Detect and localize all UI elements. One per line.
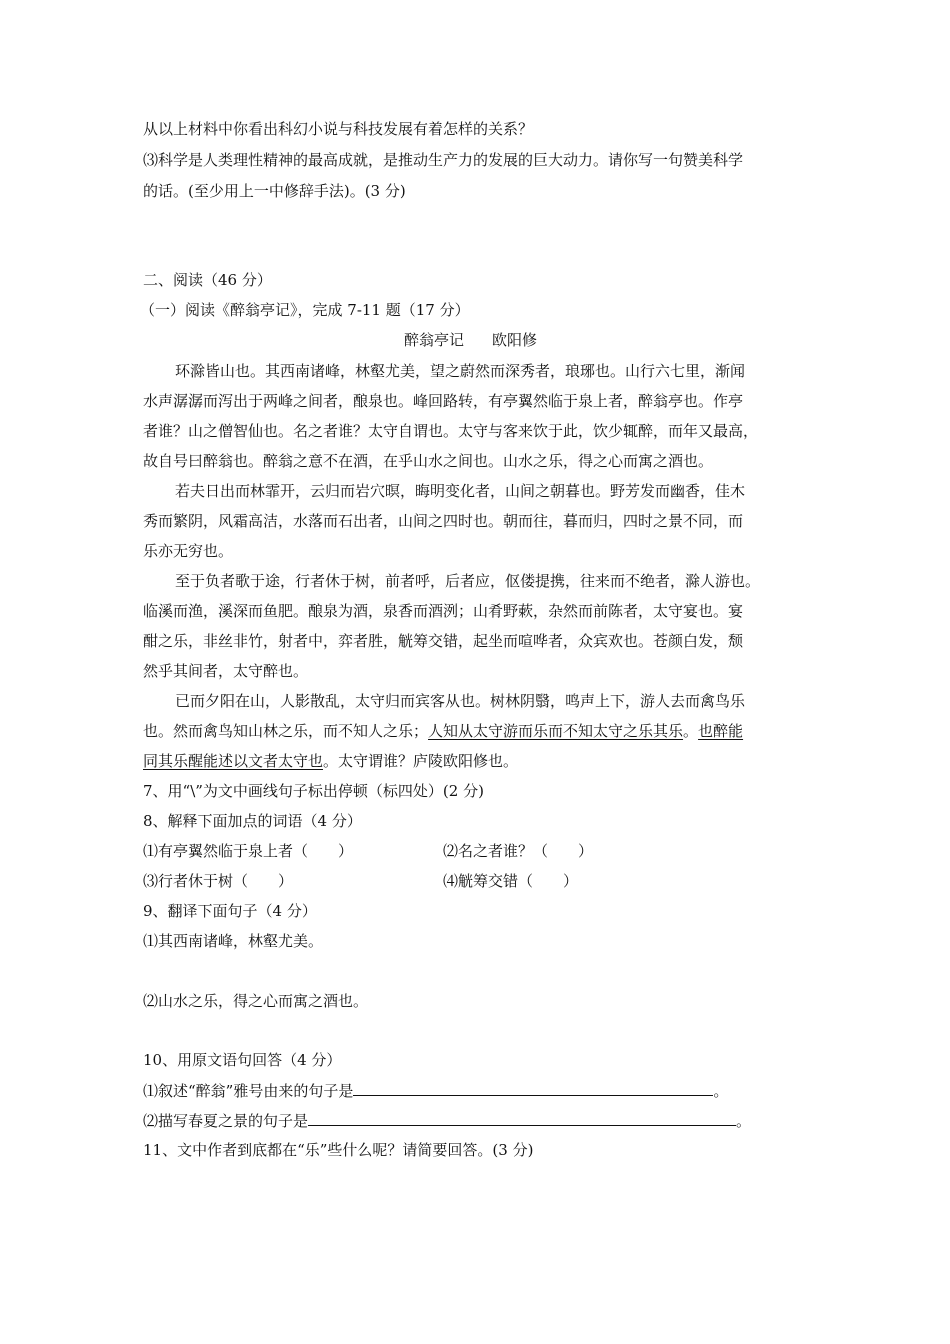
question-7: 7、用“\”为文中画线句子标出停顿（标四处）(2 分) [143, 782, 484, 800]
passage-line: 乐亦无穷也。 [143, 542, 234, 560]
passage-title-line [404, 330, 537, 350]
passage-line: 者谁？山之僧智仙也。名之者谁？太守自谓也。太守与客来饮于此，饮少辄醉，而年又最高， [143, 422, 759, 440]
passage-author: 欧阳修 [492, 331, 538, 349]
passage-line: 已而夕阳在山，人影散乱，太守归而宾客从也。树林阴翳，鸣声上下，游人去而禽鸟乐 [175, 692, 746, 710]
question-9-item-1: ⑴其西南诸峰，林壑尤美。 [143, 932, 324, 950]
question-10-item-2-text: ⑵描写春夏之景的句子是 [143, 1112, 309, 1130]
question-sf-relation: 从以上材料中你看出科幻小说与科技发展有着怎样的关系？ [143, 120, 534, 138]
passage-text: 。 [683, 722, 699, 740]
answer-blank[interactable] [353, 1080, 713, 1096]
period: 。 [713, 1082, 729, 1100]
passage-title: 醉翁亭记 [404, 331, 465, 349]
question-10-item-1-text: ⑴叙述“醉翁”雅号由来的句子是 [143, 1082, 354, 1100]
question-10-item-2 [143, 1110, 751, 1131]
question-9: 9、翻译下面句子（4 分） [143, 902, 317, 920]
passage-line: 环滁皆山也。其西南诸峰，林壑尤美，望之蔚然而深秀者，琅琊也。山行六七里，渐闻 [175, 362, 746, 380]
question-8-item-4: ⑷觥筹交错（ ） [443, 872, 579, 890]
passage-line: 临溪而渔，溪深而鱼肥。酿泉为酒，泉香而酒洌；山肴野蔌，杂然而前陈者，太守宴也。宴 [143, 602, 744, 620]
passage-text: 。太守谓谁？庐陵欧阳修也。 [323, 752, 519, 770]
question-11: 11、文中作者到底都在“乐”些什么呢？请简要回答。(3 分) [143, 1141, 534, 1159]
underlined-sentence: 也醉能 [698, 722, 744, 740]
question-8-item-2: ⑵名之者谁？（ ） [443, 842, 594, 860]
passage-line-with-underline [143, 751, 518, 771]
question-10-item-1 [143, 1080, 728, 1101]
question-3-line2: 的话。(至少用上一中修辞手法)。(3 分) [143, 182, 406, 200]
question-8-item-3: ⑶行者休于树（ ） [143, 872, 294, 890]
passage-line: 故自号曰醉翁也。醉翁之意不在酒，在乎山水之间也。山水之乐，得之心而寓之酒也。 [143, 452, 714, 470]
section-heading: 二、阅读（46 分） [143, 271, 272, 289]
question-3-line1: ⑶科学是人类理性精神的最高成就，是推动生产力的发展的巨大动力。请你写一句赞美科学 [143, 151, 744, 169]
question-10: 10、用原文语句回答（4 分） [143, 1051, 342, 1069]
passage-line: 然乎其间者，太守醉也。 [143, 662, 309, 680]
answer-blank[interactable] [308, 1110, 736, 1126]
question-8: 8、解释下面加点的词语（4 分） [143, 812, 362, 830]
passage-line: 酣之乐，非丝非竹，射者中，弈者胜，觥筹交错，起坐而喧哗者，众宾欢也。苍颜白发，颓 [143, 632, 744, 650]
period: 。 [736, 1112, 752, 1130]
passage-line: 水声潺潺而泻出于两峰之间者，酿泉也。峰回路转，有亭翼然临于泉上者，醉翁亭也。作亭 [143, 392, 744, 410]
question-9-item-2: ⑵山水之乐，得之心而寓之酒也。 [143, 992, 369, 1010]
sub-heading: （一）阅读《醉翁亭记》，完成 7-11 题（17 分） [140, 301, 470, 319]
underlined-sentence: 人知从太守游而乐而不知太守之乐其乐 [428, 722, 684, 740]
question-8-item-1: ⑴有亭翼然临于泉上者（ ） [143, 842, 354, 860]
underlined-sentence: 同其乐醒能述以文者太守也 [143, 752, 324, 770]
passage-line: 秀而繁阴，风霜高洁，水落而石出者，山间之四时也。朝而往，暮而归，四时之景不同，而 [143, 512, 744, 530]
passage-line: 若夫日出而林霏开，云归而岩穴暝，晦明变化者，山间之朝暮也。野芳发而幽香，佳木 [175, 482, 746, 500]
passage-line-with-underline [143, 721, 743, 741]
passage-line: 至于负者歌于途，行者休于树，前者呼，后者应，伛偻提携，往来而不绝者，滁人游也。 [175, 572, 761, 590]
passage-text: 也。然而禽鸟知山林之乐，而不知人之乐； [143, 722, 429, 740]
